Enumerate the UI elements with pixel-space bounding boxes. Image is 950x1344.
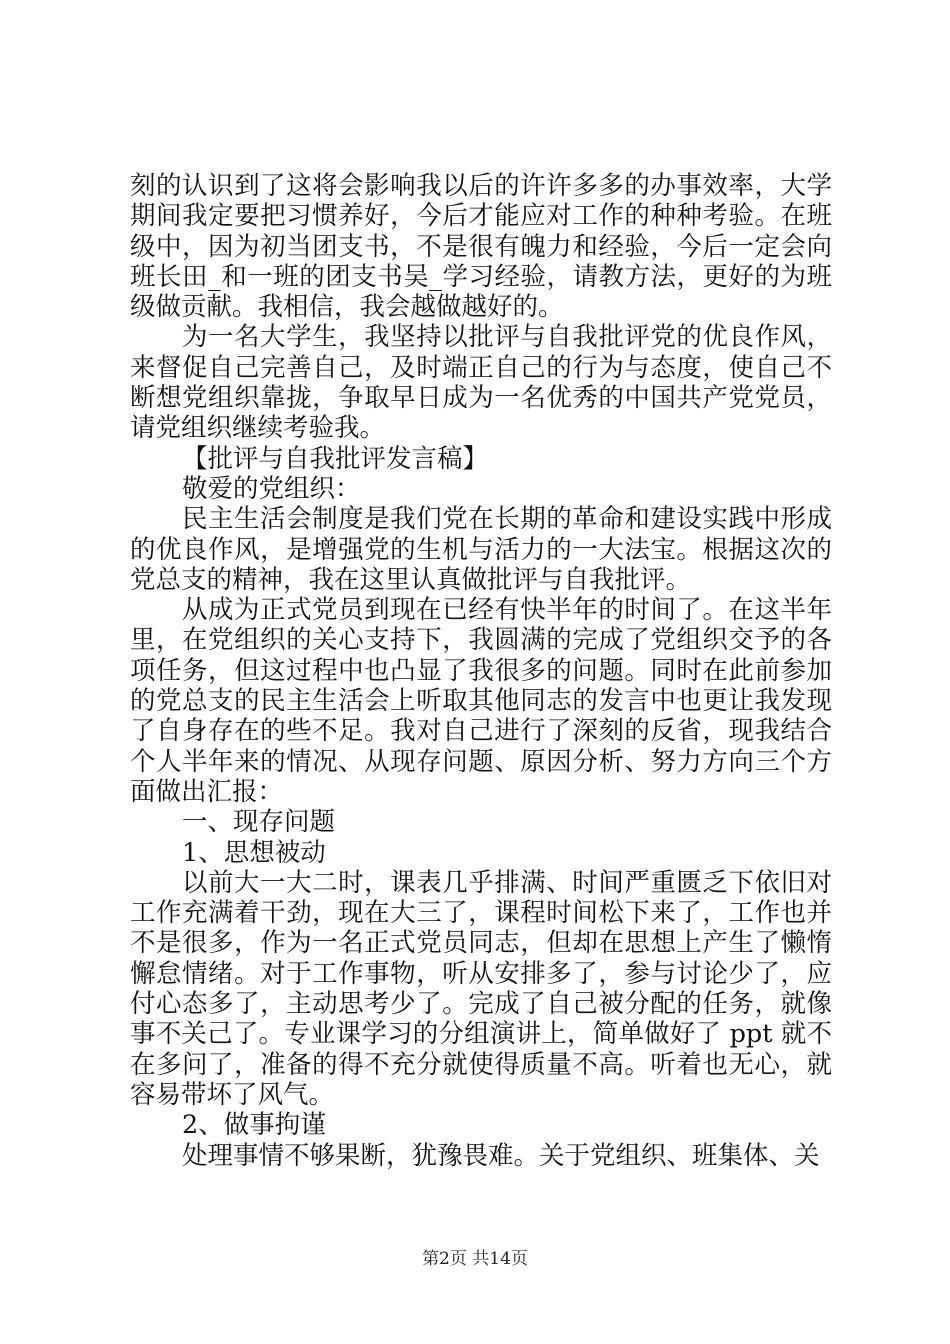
paragraph-2: 为一名大学生，我坚持以批评与自我批评党的优良作风，来督促自己完善自己，及时端正自己的行为与态度，使自己不断想党组织靠拢，争取早日成为一名优秀的中国共产党党员，请党组织继续考验我。 xyxy=(130,322,832,444)
paragraph-6: 处理事情不够果断，犹豫畏难。关于党组织、班集体、关 xyxy=(182,1140,820,1171)
document-body xyxy=(130,171,832,1171)
heading-existing-problems: 一、现存问题 xyxy=(182,807,336,838)
subheading-passive-thinking: 1、思想被动 xyxy=(182,837,326,868)
section-title: 【批评与自我批评发言稿】 xyxy=(182,443,489,474)
salutation: 敬爱的党组织： xyxy=(182,473,361,504)
subheading-overcautious: 2、做事拘谨 xyxy=(182,1110,326,1141)
page-footer: 第2页 共14页 xyxy=(422,1249,528,1269)
paragraph-5: 以前大一大二时，课表几乎排满、时间严重匮乏下依旧对工作充满着干劲，现在大三了，课程时间松下来了，工作也并不是很多，作为一名正式党员同志，但却在思想上产生了懒惰懈怠情绪。对于工作事物，听从安排多了，参与讨论少了，应付心态多了，主动思考少了。完成了自己被分配的任务，就像事不关己了。专业课学习的分组演讲上，简单做好了 ppt 就不在多问了，准备的得不充分就使得质量不高。听着也无心，就容易带坏了风气。 xyxy=(130,867,832,1110)
paragraph-1: 刻的认识到了这将会影响我以后的许许多多的办事效率，大学期间我定要把习惯养好，今后才能应对工作的种种考验。在班级中，因为初当团支书，不是很有魄力和经验，今后一定会向班长田_和一班的团支书吴_学习经验，请教方法，更好的为班级做贡献。我相信，我会越做越好的。 xyxy=(130,171,832,323)
paragraph-3: 民主生活会制度是我们党在长期的革命和建设实践中形成的优良作风，是增强党的生机与活力的一大法宝。根据这次的党总支的精神，我在这里认真做批评与自我批评。 xyxy=(130,504,832,595)
paragraph-4: 从成为正式党员到现在已经有快半年的时间了。在这半年里，在党组织的关心支持下，我圆满的完成了党组织交予的各项任务，但这过程中也凸显了我很多的问题。同时在此前参加的党总支的民主生活会上听取其他同志的发言中也更让我发现了自身存在的些不足。我对自己进行了深刻的反省，现我结合个人半年来的情况、从现存问题、原因分析、努力方向三个方面做出汇报： xyxy=(130,595,832,807)
